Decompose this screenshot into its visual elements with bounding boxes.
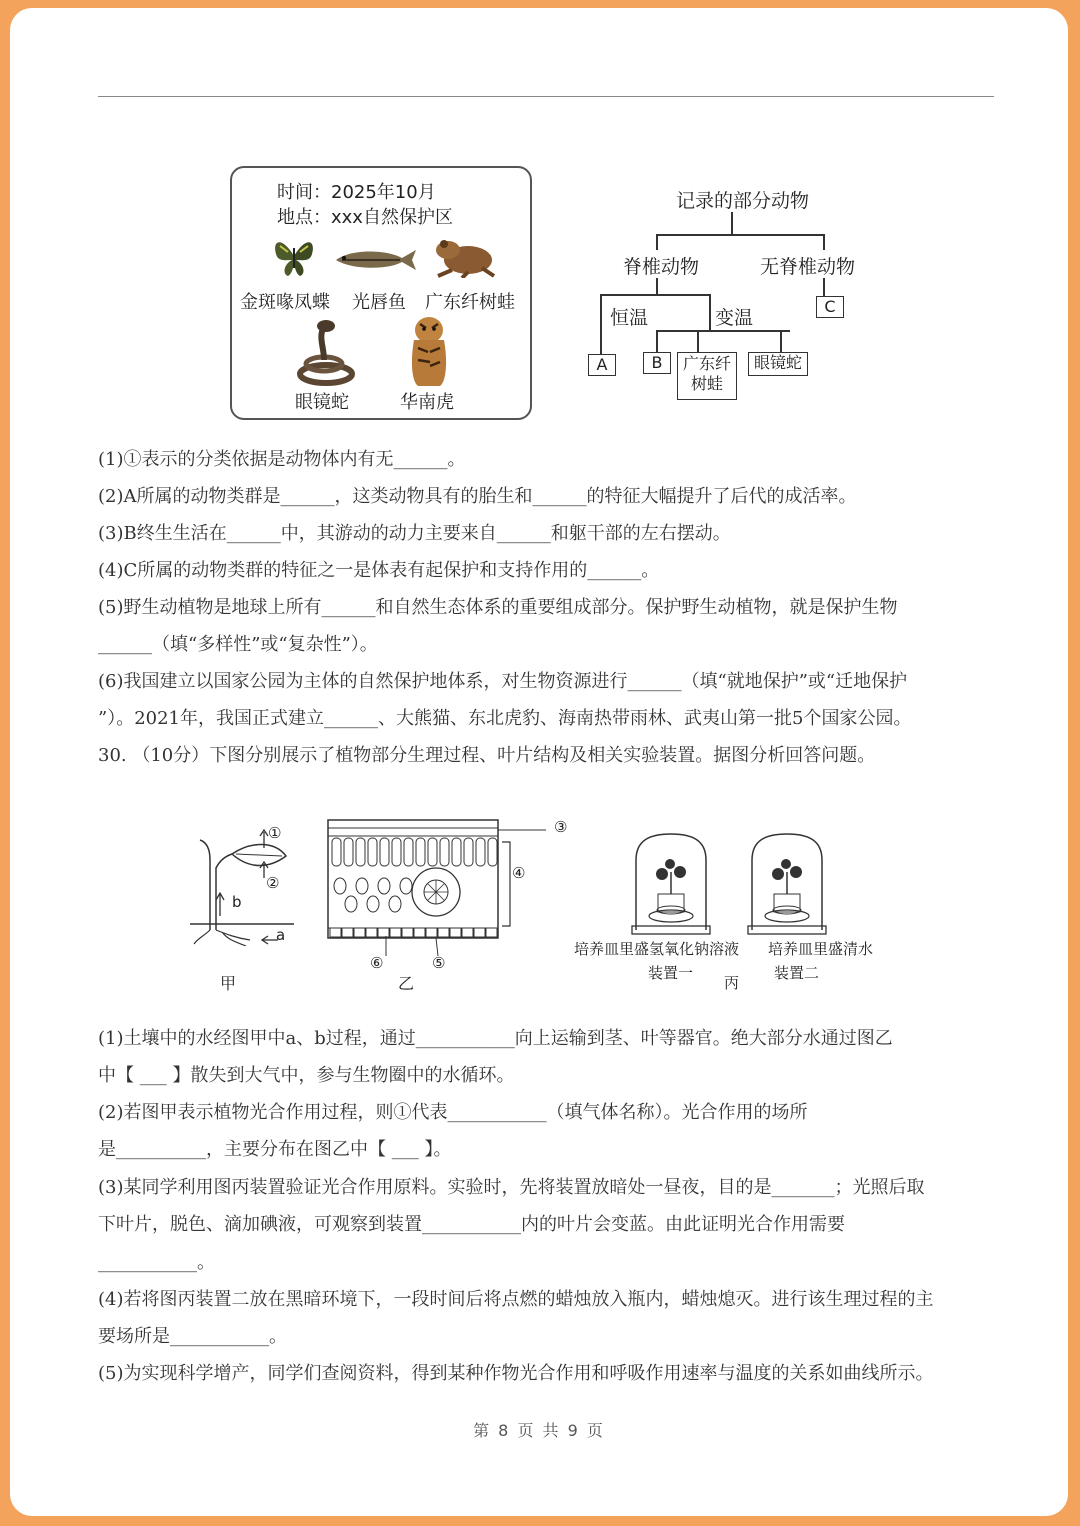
device-one-name: 装置一	[648, 964, 694, 982]
yi-label-4: ④	[512, 864, 526, 882]
page-footer: 第 8 页 共 9 页	[473, 1421, 605, 1440]
fish-icon	[332, 246, 418, 274]
question-2-5: (5)为实现科学增产，同学们查阅资料，得到某种作物光合作用和呼吸作用速率与温度的关系如曲线所示。	[98, 1363, 934, 1384]
jia-label-b: b	[232, 893, 242, 911]
question-2-2b: 是__________，主要分布在图乙中【 ___ 】。	[98, 1139, 452, 1160]
record-time: 时间：2025年10月	[277, 182, 436, 203]
question-1-5b: ______（填“多样性”或“复杂性”）。	[98, 634, 378, 655]
question-1-6b: ”）。2021年，我国正式建立______、大熊猫、东北虎豹、海南热带雨林、武夷山第一批5个国家公园。	[98, 708, 912, 729]
tiger-icon	[402, 312, 456, 388]
question-2-3b: 下叶片，脱色、滴加碘液，可观察到装置___________内的叶片会变蓝。由此证明光合作用需要	[98, 1214, 845, 1235]
cobra-icon	[294, 318, 356, 386]
question-2-1b: 中【 ___ 】散失到大气中，参与生物圈中的水循环。	[98, 1065, 515, 1086]
figure-jia-caption: 甲	[220, 974, 237, 993]
record-place: 地点：xxx自然保护区	[277, 207, 453, 228]
yi-label-6: ⑥	[370, 954, 384, 972]
figure-bing-caption: 丙	[724, 974, 740, 992]
figure-yi-caption: 乙	[398, 974, 415, 993]
tree-invertebrate-label: 无脊椎动物	[760, 256, 856, 278]
device-one-jar	[630, 830, 712, 936]
jia-label-2: ②	[266, 874, 280, 892]
record-card	[230, 166, 532, 420]
animal-label-frog: 广东纤树蛙	[425, 292, 515, 313]
question-1-3: (3)B终生生活在______中，其游动的动力主要来自______和躯干部的左右摆动。	[98, 523, 731, 544]
question-1-2: (2)A所属的动物类群是______，这类动物具有的胎生和______的特征大幅提升了后代的成活率。	[98, 486, 857, 507]
tree-box-cobra: 眼镜蛇	[748, 352, 808, 376]
question-30-intro: 30. （10分）下图分别展示了植物部分生理过程、叶片结构及相关实验装置。据图分析回答问题。	[98, 745, 876, 766]
question-2-3c: ___________。	[98, 1252, 215, 1273]
tree-box-frog	[677, 352, 737, 400]
question-1-6a: (6)我国建立以国家公园为主体的自然保护地体系，对生物资源进行______（填“就地保护”或“迁地保护	[98, 671, 908, 692]
butterfly-icon	[270, 234, 318, 280]
classification-tree	[580, 178, 856, 418]
question-1-1: (1)①表示的分类依据是动物体内有无______。	[98, 449, 466, 470]
device-two-jar	[746, 830, 828, 936]
tree-root-label: 记录的部分动物	[676, 190, 810, 212]
tree-vertebrate-label: 脊椎动物	[623, 256, 700, 278]
tree-box-b: B	[643, 352, 671, 374]
yi-label-5: ⑤	[432, 954, 446, 972]
tree-cold-label: 变温	[715, 307, 754, 329]
device-two-caption: 培养皿里盛清水	[768, 940, 874, 958]
device-one-caption: 培养皿里盛氢氧化钠溶液	[574, 940, 740, 958]
question-1-5a: (5)野生动植物是地球上所有______和自然生态体系的重要组成部分。保护野生动植物，就是保护生物	[98, 597, 898, 618]
exam-page	[10, 8, 1068, 1516]
question-2-1a: (1)土壤中的水经图甲中a、b过程，通过___________向上运输到茎、叶等器官。绝大部分水通过图乙	[98, 1028, 893, 1049]
device-two-name: 装置二	[774, 964, 820, 982]
tree-box-frog-label: 广东纤树蛙	[682, 354, 731, 393]
tree-box-c: C	[816, 296, 844, 318]
tree-warm-label: 恒温	[610, 307, 649, 329]
question-2-4a: (4)若将图丙装置二放在黑暗环境下，一段时间后将点燃的蜡烛放入瓶内，蜡烛熄灭。进行该生理过程的主	[98, 1289, 934, 1310]
top-divider	[98, 96, 994, 97]
animal-label-fish: 光唇鱼	[352, 292, 406, 313]
plant-diagram-jia	[170, 820, 310, 946]
jia-label-1: ①	[268, 824, 282, 842]
animal-label-cobra: 眼镜蛇	[295, 392, 349, 413]
leaf-section-yi	[326, 816, 546, 966]
yi-label-3: ③	[554, 818, 568, 836]
question-2-2a: (2)若图甲表示植物光合作用过程，则①代表___________（填气体名称）。光合作用的场所	[98, 1102, 808, 1123]
question-2-4b: 要场所是___________。	[98, 1326, 287, 1347]
frog-icon	[432, 232, 496, 278]
jia-label-a: a	[276, 926, 286, 944]
question-1-4: (4)C所属的动物类群的特征之一是体表有起保护和支持作用的______。	[98, 560, 660, 581]
animal-label-butterfly: 金斑喙凤蝶	[240, 292, 330, 313]
tree-box-a: A	[588, 354, 616, 376]
animal-label-tiger: 华南虎	[400, 392, 454, 413]
question-2-3a: (3)某同学利用图丙装置验证光合作用原料。实验时，先将装置放暗处一昼夜，目的是_______；光照后取	[98, 1177, 925, 1198]
